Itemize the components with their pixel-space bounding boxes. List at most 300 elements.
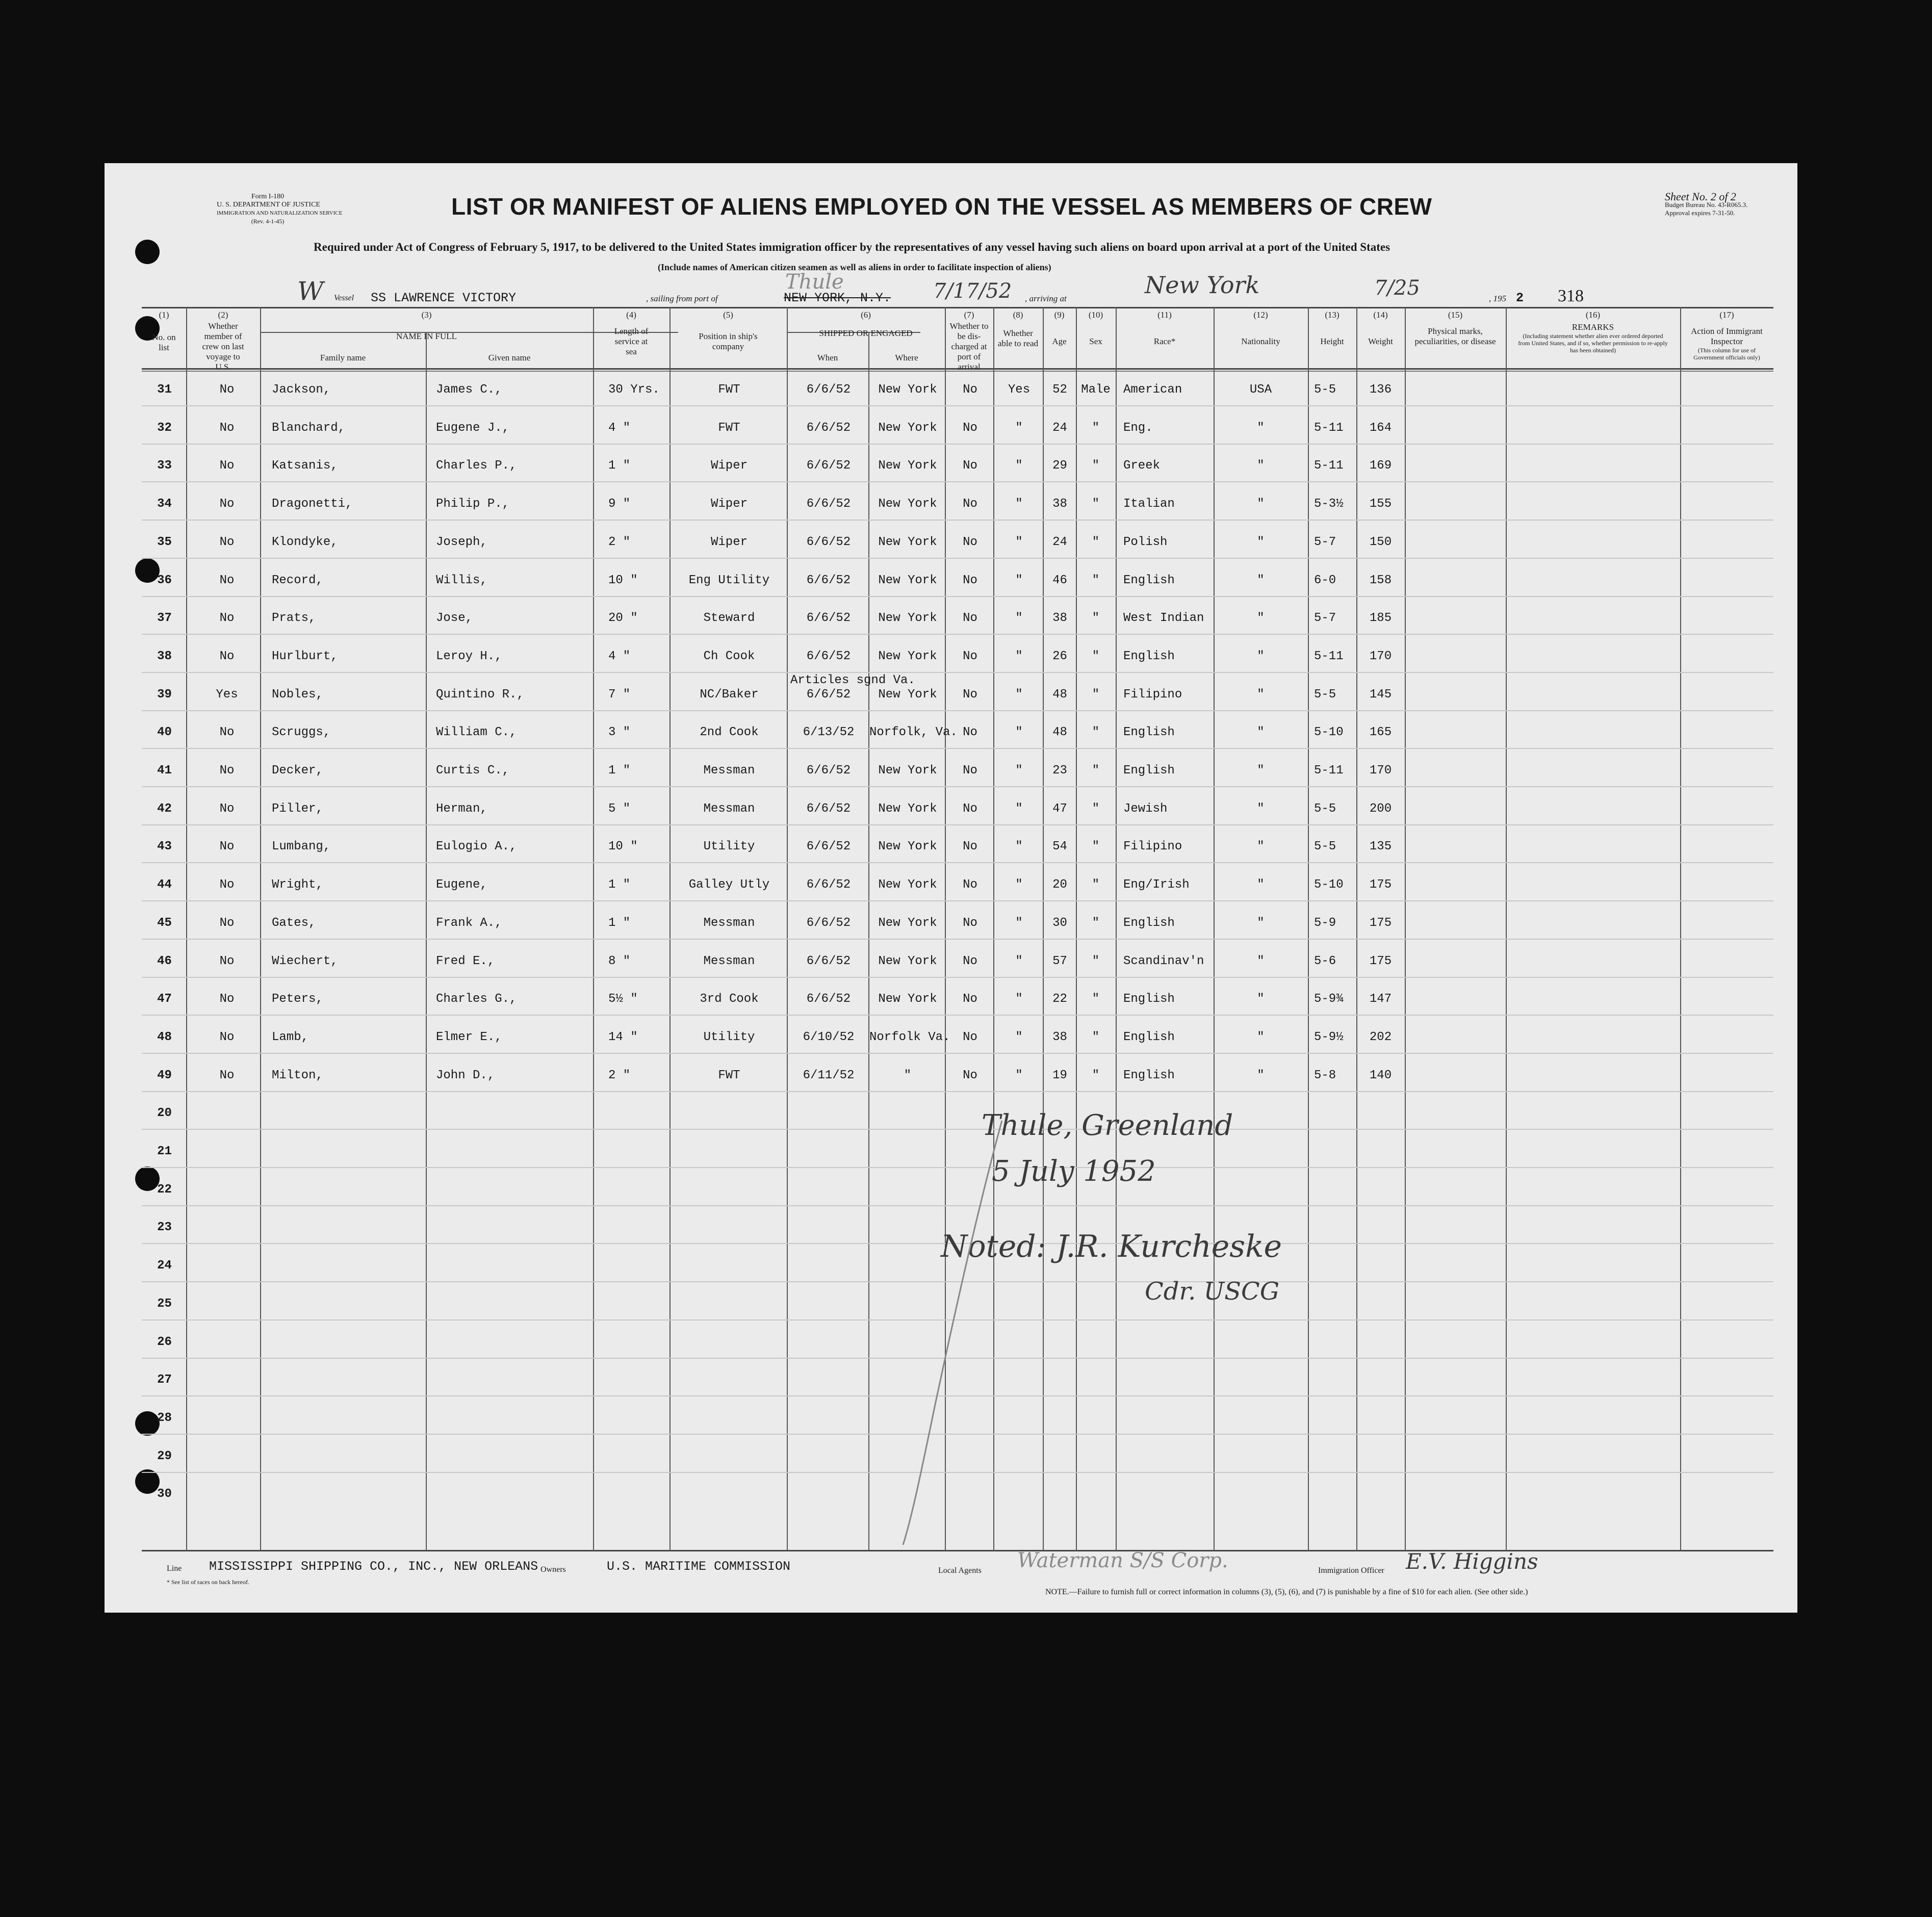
year-digit: 2	[1516, 291, 1524, 305]
header-col-8: (8) Whether able to read	[997, 310, 1039, 348]
height-cell: 5-9¾	[1314, 992, 1344, 1006]
service-length-cell: 2 "	[608, 535, 631, 549]
shipped-where-cell: New York	[878, 801, 937, 816]
race-cell: Scandinav'n	[1123, 954, 1204, 968]
family-name-cell: Lamb,	[272, 1030, 309, 1044]
position-cell: Galley Utly	[688, 878, 770, 892]
header-col-14: (14) Weight	[1368, 310, 1393, 346]
row-number: 30	[157, 1487, 172, 1501]
sex-cell: "	[1092, 459, 1100, 473]
row-rule	[142, 748, 1773, 749]
row-rule	[142, 481, 1773, 482]
row-rule	[142, 786, 1773, 787]
approval-expires: Approval expires 7-31-50.	[1665, 209, 1735, 217]
family-name-cell: Prats,	[272, 611, 316, 626]
service-length-cell: 1 "	[608, 764, 631, 778]
nationality-cell: "	[1257, 764, 1265, 778]
sex-cell: "	[1092, 573, 1100, 587]
header-col-1: (1) No. on list	[152, 310, 176, 352]
able-to-read-cell: "	[1015, 726, 1023, 740]
row-number: 35	[157, 535, 172, 549]
shipped-where-cell: New York	[878, 611, 937, 626]
discharged-cell: No	[963, 649, 977, 663]
shipped-where-cell: New York	[878, 383, 937, 397]
family-name-cell: Jackson,	[272, 383, 331, 397]
service-length-cell: 3 "	[608, 726, 631, 740]
sex-cell: "	[1092, 611, 1100, 626]
able-to-read-cell: "	[1015, 573, 1023, 587]
row-number: 20	[157, 1106, 172, 1121]
footer-agents-value: Waterman S/S Corp.	[1017, 1549, 1228, 1572]
sex-cell: "	[1092, 916, 1100, 930]
nationality-cell: "	[1257, 687, 1265, 702]
col-rule	[1308, 307, 1309, 1551]
service-length-cell: 4 "	[608, 649, 631, 663]
age-cell: 19	[1052, 1068, 1067, 1082]
weight-cell: 169	[1369, 459, 1392, 473]
crew-member-cell: No	[219, 801, 235, 816]
height-cell: 5-10	[1314, 726, 1344, 740]
nationality-cell: "	[1257, 497, 1265, 511]
col-rule	[260, 307, 261, 1551]
age-cell: 38	[1052, 497, 1067, 511]
height-cell: 5-6	[1314, 954, 1336, 968]
col-rule	[1116, 307, 1117, 1551]
weight-cell: 155	[1369, 497, 1392, 511]
given-name-cell: Frank A.,	[436, 916, 502, 930]
annotation-date: 5 July 1952	[992, 1155, 1156, 1188]
position-cell: Utility	[703, 1030, 755, 1044]
service-length-cell: 30 Yrs.	[608, 383, 660, 397]
pencil-diagonal-line	[900, 1117, 1007, 1550]
family-name-cell: Milton,	[272, 1068, 323, 1082]
family-name-cell: Klondyke,	[272, 535, 338, 549]
nationality-cell: "	[1257, 878, 1265, 892]
position-cell: 2nd Cook	[700, 726, 759, 740]
discharged-cell: No	[963, 1068, 977, 1082]
discharged-cell: No	[963, 954, 977, 968]
given-name-cell: James C.,	[436, 383, 502, 397]
shipped-when-cell: 6/13/52	[803, 726, 855, 740]
crew-member-cell: No	[219, 1030, 235, 1044]
discharged-cell: No	[963, 992, 977, 1006]
shipped-where-cell: New York	[878, 573, 937, 587]
weight-cell: 170	[1369, 649, 1392, 663]
age-cell: 57	[1052, 954, 1067, 968]
annotation-rank: Cdr. USCG	[1145, 1277, 1280, 1306]
row-rule	[142, 596, 1773, 597]
race-cell: American	[1123, 383, 1182, 397]
age-cell: 48	[1052, 726, 1067, 740]
weight-cell: 158	[1369, 573, 1392, 587]
header-col-9: (9) Age	[1052, 310, 1067, 346]
row-rule	[142, 634, 1773, 635]
footer-owners-value: U.S. MARITIME COMMISSION	[607, 1559, 791, 1574]
row-number: 43	[157, 840, 172, 854]
row-rule	[142, 939, 1773, 940]
sheet-number: Sheet No. 2 of 2	[1665, 190, 1736, 203]
row-rule	[142, 1053, 1773, 1054]
family-name-cell: Katsanis,	[272, 459, 338, 473]
given-name-cell: William C.,	[436, 726, 517, 740]
shipped-when-cell: 6/6/52	[806, 459, 851, 473]
nationality-cell: "	[1257, 992, 1265, 1006]
row-number: 44	[157, 878, 172, 892]
table-top-rule	[142, 307, 1773, 308]
position-cell: FWT	[718, 383, 740, 397]
binder-hole	[135, 240, 160, 264]
row-number: 31	[157, 383, 172, 397]
weight-cell: 165	[1369, 726, 1392, 740]
weight-cell: 200	[1369, 801, 1392, 816]
given-name-cell: Quintino R.,	[436, 687, 524, 702]
shipped-when-cell: 6/11/52	[803, 1068, 855, 1082]
service-length-cell: 4 "	[608, 421, 631, 435]
discharged-cell: No	[963, 726, 977, 740]
header-family-name: Family name	[320, 353, 366, 362]
discharged-cell: No	[963, 1030, 977, 1044]
discharged-cell: No	[963, 916, 977, 930]
height-cell: 5-5	[1314, 801, 1336, 816]
able-to-read-cell: "	[1015, 649, 1023, 663]
sex-cell: "	[1092, 535, 1100, 549]
given-name-cell: John D.,	[436, 1068, 495, 1082]
given-name-cell: Charles P.,	[436, 459, 517, 473]
row-number: 49	[157, 1068, 172, 1082]
footer-agents-label: Local Agents	[938, 1566, 982, 1575]
height-cell: 5-7	[1314, 535, 1336, 549]
row-rule	[142, 405, 1773, 406]
col-rule	[669, 307, 671, 1551]
family-name-cell: Decker,	[272, 764, 323, 778]
crew-member-cell: No	[219, 497, 235, 511]
nationality-cell: "	[1257, 573, 1265, 587]
row-number: 27	[157, 1373, 172, 1387]
weight-cell: 135	[1369, 840, 1392, 854]
header-col-6: (6) SHIPPED OR ENGAGED	[819, 310, 913, 338]
crew-member-cell: No	[219, 649, 235, 663]
able-to-read-cell: "	[1015, 878, 1023, 892]
annotation-place: Thule, Greenland	[982, 1109, 1233, 1142]
sex-cell: "	[1092, 764, 1100, 778]
row-rule	[142, 672, 1773, 673]
header-given-name: Given name	[488, 353, 531, 362]
row-rule	[142, 520, 1773, 521]
weight-cell: 170	[1369, 764, 1392, 778]
service-length-cell: 1 "	[608, 878, 631, 892]
family-name-cell: Blanchard,	[272, 421, 346, 435]
position-cell: Messman	[703, 916, 755, 930]
row-number: 47	[157, 992, 172, 1006]
weight-cell: 140	[1369, 1068, 1392, 1082]
header-col-5: (5) Position in ship's company	[699, 310, 758, 351]
discharged-cell: No	[963, 687, 977, 702]
race-cell: Italian	[1123, 497, 1175, 511]
sex-cell: "	[1092, 840, 1100, 854]
race-cell: Eng/Irish	[1123, 878, 1190, 892]
height-cell: 5-7	[1314, 611, 1336, 626]
header-when: When	[817, 353, 838, 362]
crew-member-cell: No	[219, 992, 235, 1006]
sex-cell: "	[1092, 726, 1100, 740]
footer-officer-value: E.V. Higgins	[1406, 1549, 1538, 1574]
shipped-where-cell: New York	[878, 687, 937, 702]
sheet-block	[1665, 190, 1748, 217]
nationality-cell: "	[1257, 421, 1265, 435]
family-name-cell: Gates,	[272, 916, 316, 930]
sex-cell: "	[1092, 954, 1100, 968]
nationality-cell: USA	[1249, 383, 1272, 397]
col-rule	[426, 332, 427, 1550]
row-rule	[142, 1015, 1773, 1016]
shipped-where-cell: Norfolk, Va.	[869, 726, 958, 740]
form-number: Form I-180	[251, 193, 285, 200]
footer-owners-label: Owners	[540, 1565, 566, 1574]
shipped-when-cell: 6/6/52	[806, 992, 851, 1006]
able-to-read-cell: "	[1015, 611, 1023, 626]
crew-member-cell: No	[219, 535, 235, 549]
race-cell: English	[1123, 649, 1175, 663]
sailing-hw-port: Thule	[785, 270, 844, 294]
discharged-cell: No	[963, 497, 977, 511]
vessel-label: Vessel	[334, 294, 354, 302]
position-cell: FWT	[718, 1068, 740, 1082]
position-cell: Messman	[703, 954, 755, 968]
header-col-2: (2) Whether member of crew on last voyage to U.S.	[202, 310, 244, 372]
nationality-cell: "	[1257, 1068, 1265, 1082]
family-name-cell: Lumbang,	[272, 840, 331, 854]
race-cell: Polish	[1123, 535, 1168, 549]
header-col-15: (15) Physical marks, peculiarities, or disease	[1414, 310, 1496, 346]
race-cell: Eng.	[1123, 421, 1153, 435]
crew-member-cell: No	[219, 573, 235, 587]
able-to-read-cell: "	[1015, 687, 1023, 702]
footer-line-value: MISSISSIPPI SHIPPING CO., INC., NEW ORLEANS	[209, 1559, 538, 1574]
discharged-cell: No	[963, 801, 977, 816]
header-col-10: (10) Sex	[1088, 310, 1103, 346]
crew-member-cell: No	[219, 954, 235, 968]
age-cell: 48	[1052, 687, 1067, 702]
sailing-label: , sailing from port of	[646, 294, 718, 303]
row-number: 24	[157, 1259, 172, 1273]
height-cell: 5-8	[1314, 1068, 1336, 1082]
arriving-label: , arriving at	[1025, 294, 1067, 303]
col-rule	[593, 307, 594, 1551]
service-length-cell: 2 "	[608, 1068, 631, 1082]
given-name-cell: Curtis C.,	[436, 764, 510, 778]
crew-member-cell: No	[219, 840, 235, 854]
row-number: 21	[157, 1145, 172, 1158]
header-col-3: (3) NAME IN FULL	[396, 310, 457, 341]
shipped-where-cell: New York	[878, 992, 937, 1006]
given-name-cell: Charles G.,	[436, 992, 517, 1006]
service-length-cell: 14 "	[608, 1030, 638, 1044]
age-cell: 22	[1052, 992, 1067, 1006]
shipped-where-cell: "	[904, 1068, 912, 1082]
row-number: 36	[157, 573, 172, 587]
col-rule	[1680, 307, 1681, 1551]
able-to-read-cell: "	[1015, 497, 1023, 511]
age-cell: 47	[1052, 801, 1067, 816]
height-cell: 5-5	[1314, 687, 1336, 702]
crew-member-cell: No	[219, 421, 235, 435]
row-number: 23	[157, 1221, 172, 1235]
position-cell: Wiper	[710, 535, 748, 549]
row-number: 45	[157, 916, 172, 930]
crew-member-cell: No	[219, 1068, 235, 1082]
arriving-hw-port: New York	[1145, 271, 1260, 299]
height-cell: 5-3½	[1314, 497, 1344, 511]
able-to-read-cell: "	[1015, 1030, 1023, 1044]
shipped-where-cell: Norfolk Va.	[869, 1030, 950, 1044]
nationality-cell: "	[1257, 611, 1265, 626]
given-name-cell: Eugene J.,	[436, 421, 510, 435]
discharged-cell: No	[963, 383, 977, 397]
footer-races-note: * See list of races on back hereof.	[167, 1578, 249, 1586]
weight-cell: 175	[1369, 954, 1392, 968]
height-cell: 5-11	[1314, 649, 1344, 663]
include-note: (Include names of American citizen seamen as well as aliens in order to facilitate inspection of aliens)	[658, 262, 1051, 272]
able-to-read-cell: "	[1015, 992, 1023, 1006]
age-cell: 54	[1052, 840, 1067, 854]
row-number: 25	[157, 1297, 172, 1311]
crew-member-cell: No	[219, 383, 235, 397]
footer-line-label: Line	[167, 1564, 182, 1573]
race-cell: English	[1123, 764, 1175, 778]
race-cell: English	[1123, 1068, 1175, 1082]
row-number: 41	[157, 764, 172, 778]
page-number: 318	[1558, 287, 1584, 305]
race-cell: English	[1123, 726, 1175, 740]
subtitle: Required under Act of Congress of February 5, 1917, to be delivered to the United States immigration officer by the representatives of any vessel having such aliens on board upon arrival at a port of the United States	[314, 241, 1390, 253]
shipped-where-cell: New York	[878, 421, 937, 435]
weight-cell: 147	[1369, 992, 1392, 1006]
nationality-cell: "	[1257, 840, 1265, 854]
row-rule	[142, 710, 1773, 711]
age-cell: 24	[1052, 535, 1067, 549]
shipped-where-cell: New York	[878, 764, 937, 778]
sex-cell: "	[1092, 1068, 1100, 1082]
shipped-when-cell: 6/6/52	[806, 916, 851, 930]
shipped-when-cell: 6/6/52	[806, 649, 851, 663]
discharged-cell: No	[963, 764, 977, 778]
row-rule	[142, 824, 1773, 825]
age-cell: 30	[1052, 916, 1067, 930]
service-length-cell: 5½ "	[608, 992, 638, 1006]
shipped-when-cell: 6/6/52	[806, 878, 851, 892]
able-to-read-cell: "	[1015, 1068, 1023, 1082]
service-length-cell: 10 "	[608, 840, 638, 854]
sex-cell: "	[1092, 992, 1100, 1006]
given-name-cell: Eulogio A.,	[436, 840, 517, 854]
service-length-cell: 1 "	[608, 459, 631, 473]
nationality-cell: "	[1257, 801, 1265, 816]
age-cell: 52	[1052, 383, 1067, 397]
row-rule	[142, 862, 1773, 863]
able-to-read-cell: Yes	[1008, 383, 1031, 397]
pencil-diagonal-stroke	[903, 1121, 1002, 1545]
weight-cell: 136	[1369, 383, 1392, 397]
sex-cell: "	[1092, 497, 1100, 511]
able-to-read-cell: "	[1015, 535, 1023, 549]
race-cell: English	[1123, 916, 1175, 930]
age-cell: 38	[1052, 611, 1067, 626]
row-rule	[142, 977, 1773, 978]
shipped-where-cell: New York	[878, 840, 937, 854]
vessel-hw-mark: W	[297, 276, 324, 306]
height-cell: 6-0	[1314, 573, 1336, 587]
race-cell: Filipino	[1123, 687, 1182, 702]
family-name-cell: Peters,	[272, 992, 323, 1006]
row-number: 33	[157, 459, 172, 473]
shipped-when-cell: 6/6/52	[806, 611, 851, 626]
family-name-cell: Piller,	[272, 801, 323, 816]
height-cell: 5-9½	[1314, 1030, 1344, 1044]
race-cell: English	[1123, 573, 1175, 587]
given-name-cell: Eugene,	[436, 878, 487, 892]
nationality-cell: "	[1257, 916, 1265, 930]
discharged-cell: No	[963, 573, 977, 587]
shipped-when-cell: 6/6/52	[806, 764, 851, 778]
able-to-read-cell: "	[1015, 916, 1023, 930]
able-to-read-cell: "	[1015, 801, 1023, 816]
able-to-read-cell: "	[1015, 954, 1023, 968]
nationality-cell: "	[1257, 535, 1265, 549]
position-cell: NC/Baker	[700, 687, 759, 702]
year-label: , 195	[1489, 294, 1506, 303]
header-where: Where	[895, 353, 918, 362]
able-to-read-cell: "	[1015, 421, 1023, 435]
height-cell: 5-11	[1314, 421, 1344, 435]
form-id-block	[217, 193, 343, 225]
weight-cell: 145	[1369, 687, 1392, 702]
position-cell: Messman	[703, 764, 755, 778]
row-number: 37	[157, 611, 172, 626]
row-number: 48	[157, 1030, 172, 1044]
row-rule	[142, 900, 1773, 901]
row-number: 46	[157, 954, 172, 968]
given-name-cell: Jose,	[436, 611, 473, 626]
height-cell: 5-9	[1314, 916, 1336, 930]
given-name-cell: Willis,	[436, 573, 487, 587]
age-cell: 29	[1052, 459, 1067, 473]
able-to-read-cell: "	[1015, 764, 1023, 778]
row-rule	[142, 558, 1773, 559]
shipped-when-cell: 6/6/52	[806, 801, 851, 816]
weight-cell: 175	[1369, 916, 1392, 930]
weight-cell: 185	[1369, 611, 1392, 626]
height-cell: 5-5	[1314, 383, 1336, 397]
discharged-cell: No	[963, 840, 977, 854]
shipped-when-cell: 6/6/52	[806, 497, 851, 511]
weight-cell: 150	[1369, 535, 1392, 549]
crew-member-cell: No	[219, 878, 235, 892]
row-number: 42	[157, 801, 172, 816]
arriving-hw-date: 7/25	[1374, 276, 1420, 300]
row-rule	[142, 1091, 1773, 1092]
weight-cell: 202	[1369, 1030, 1392, 1044]
height-cell: 5-10	[1314, 878, 1344, 892]
height-cell: 5-11	[1314, 764, 1344, 778]
articles-note: Articles sgnd Va.	[790, 673, 915, 687]
row-rule	[142, 444, 1773, 445]
service-length-cell: 9 "	[608, 497, 631, 511]
position-cell: FWT	[718, 421, 740, 435]
discharged-cell: No	[963, 421, 977, 435]
height-cell: 5-11	[1314, 459, 1344, 473]
race-cell: West Indian	[1123, 611, 1204, 626]
discharged-cell: No	[963, 878, 977, 892]
